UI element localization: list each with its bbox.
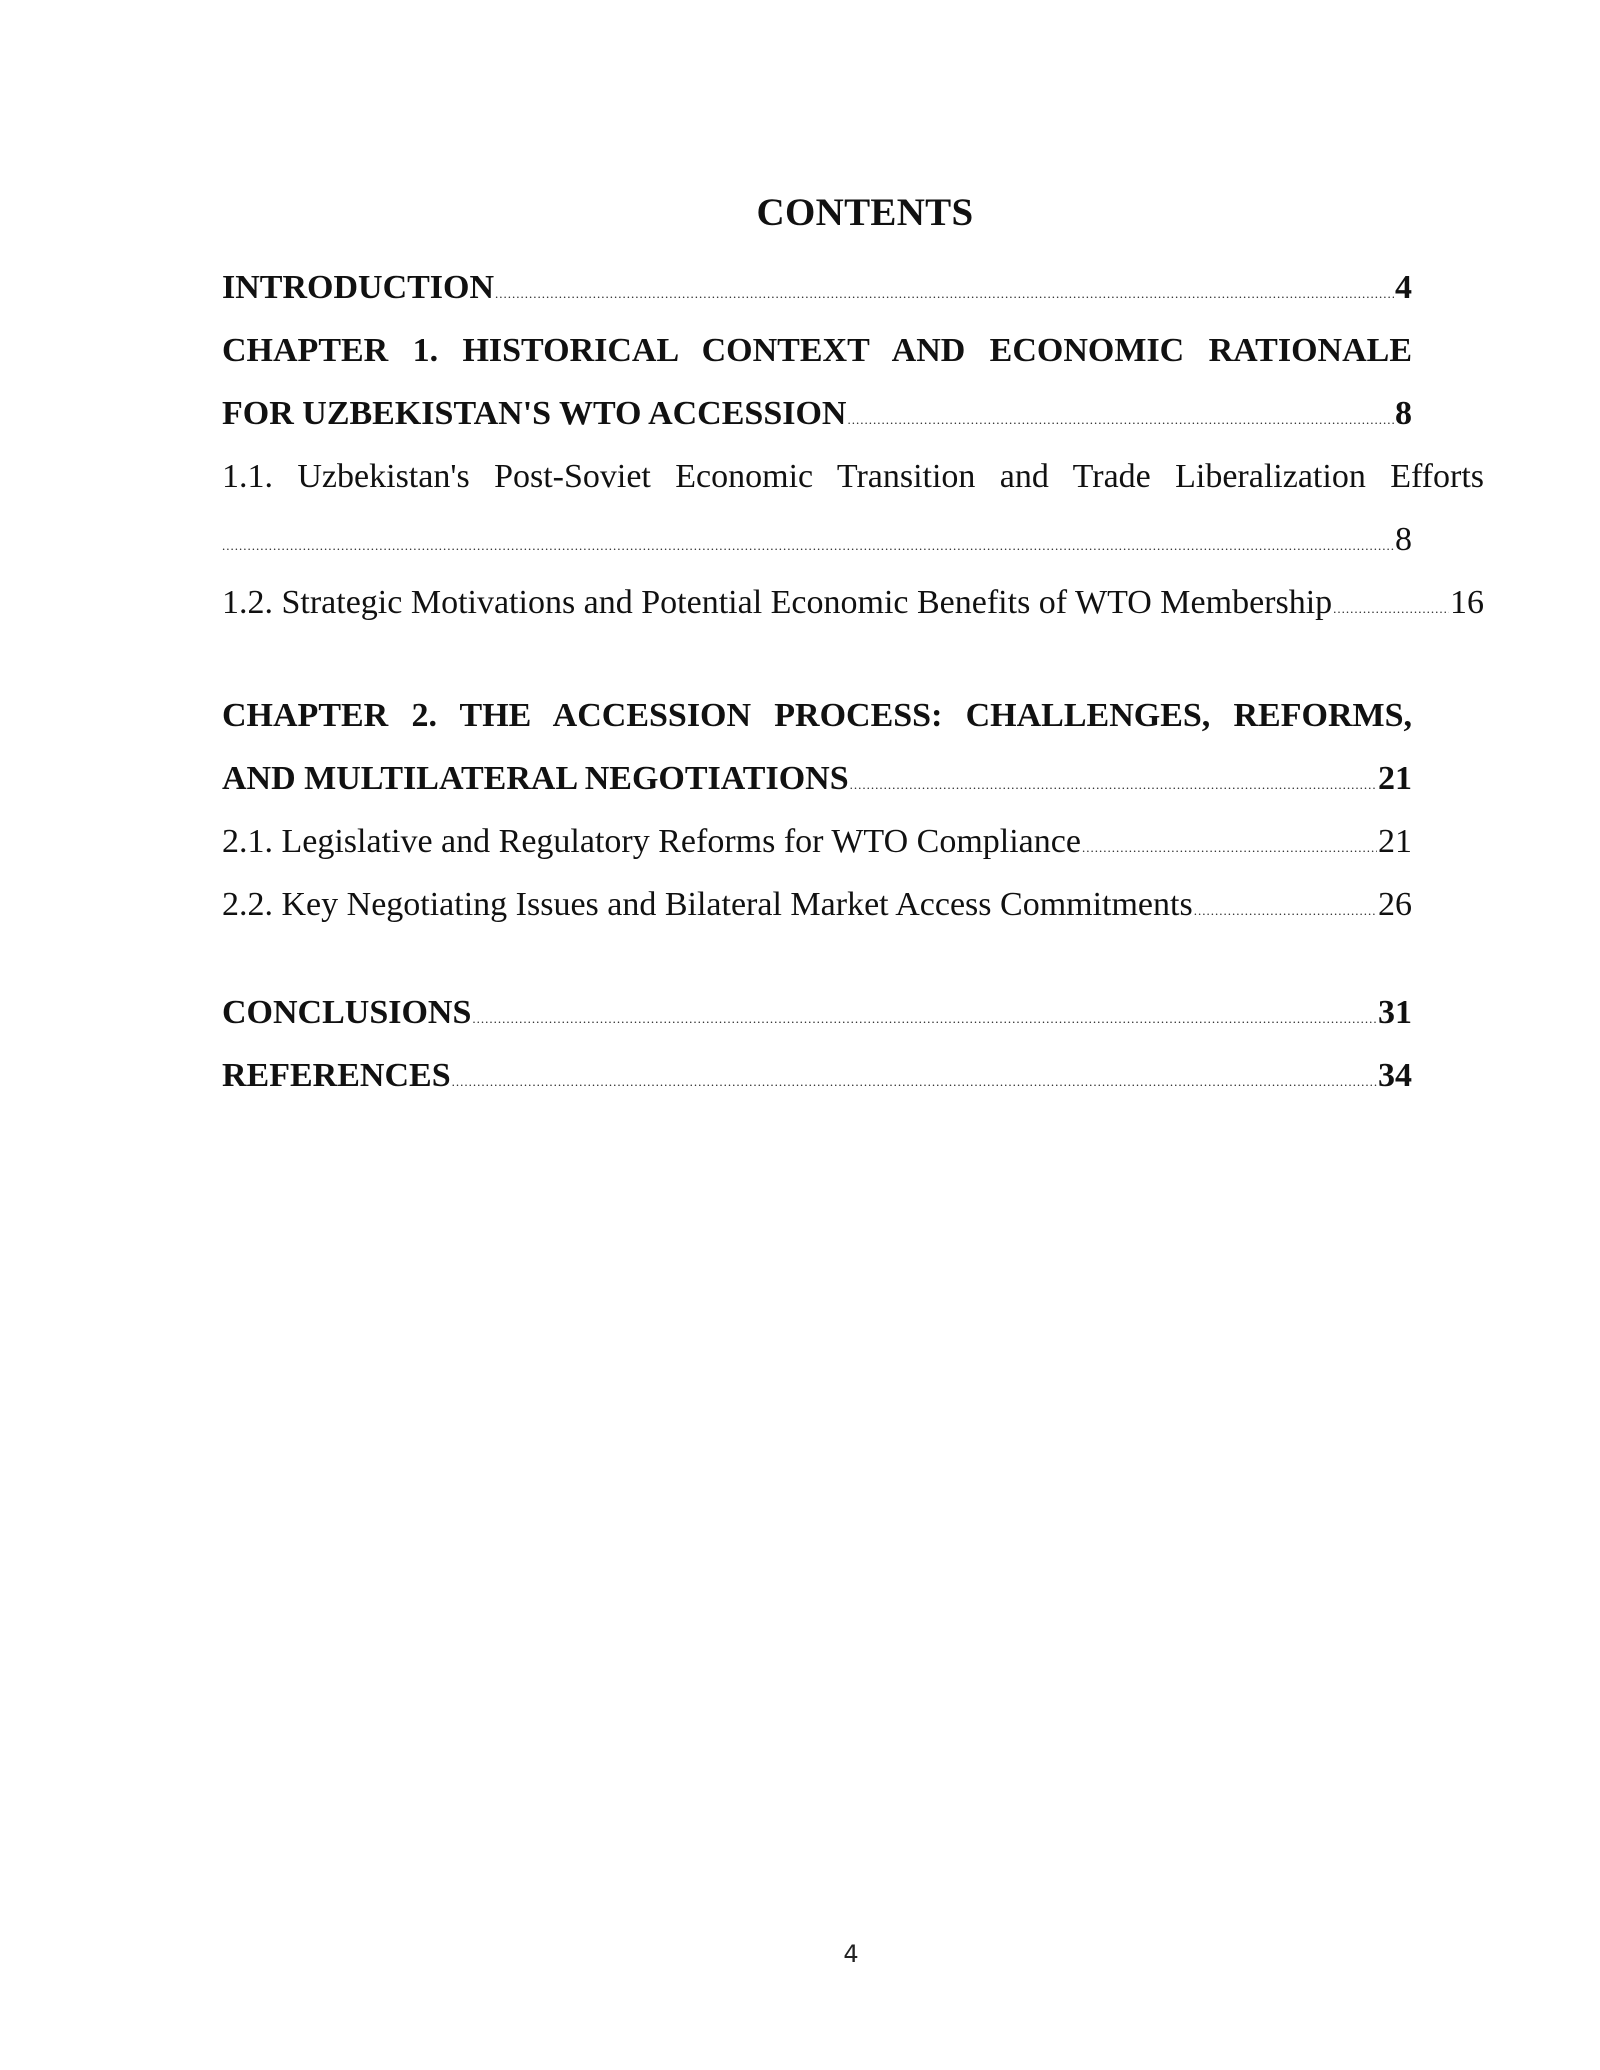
toc-page-number: 4: [1395, 269, 1412, 306]
toc-page-number: 34: [1378, 1057, 1412, 1094]
toc-page-number: 26: [1378, 886, 1412, 923]
toc-entry-references[interactable]: [222, 1044, 1412, 1107]
dot-leader: [1194, 879, 1377, 942]
toc-entry-label: 1.1. Uzbekistan's Post-Soviet Economic Transition and Trade Liberalization Efforts: [222, 458, 1484, 495]
toc-entry-chapter-1-line-1[interactable]: [222, 319, 1412, 382]
toc-page-number: 21: [1378, 760, 1412, 797]
toc-entry-label: AND MULTILATERAL NEGOTIATIONS: [222, 760, 849, 797]
toc-entry-label: FOR UZBEKISTAN'S WTO ACCESSION: [222, 395, 847, 432]
dot-leader: [472, 987, 1377, 1050]
dot-leader: [1082, 816, 1377, 879]
toc-page-number: 8: [1395, 395, 1412, 432]
toc-entry-label: 2.1. Legislative and Regulatory Reforms for WTO Compliance: [222, 823, 1081, 860]
toc-entry-section-1-2[interactable]: [222, 571, 1484, 634]
section-gap: [222, 936, 1412, 981]
dot-leader: [452, 1050, 1377, 1113]
toc-entry-label: 2.2. Key Negotiating Issues and Bilateral Market Access Commitments: [222, 886, 1193, 923]
toc-entry-label: CONCLUSIONS: [222, 994, 472, 1031]
toc-entry-chapter-2-line-2[interactable]: [222, 747, 1412, 810]
toc-entry-label: 1.2. Strategic Motivations and Potential Economic Benefits of WTO Membership: [222, 584, 1333, 621]
toc-entry-conclusions[interactable]: [222, 981, 1412, 1044]
dot-leader: [222, 514, 1394, 577]
toc-entry-introduction[interactable]: [222, 256, 1412, 319]
toc-entry-label: CHAPTER 2. THE ACCESSION PROCESS: CHALLENGES, REFORMS,: [222, 697, 1412, 734]
table-of-contents: [222, 256, 1484, 1107]
toc-entry-section-2-1[interactable]: [222, 810, 1412, 873]
dot-leader: [495, 262, 1394, 325]
toc-entry-chapter-1-line-2[interactable]: [222, 382, 1412, 445]
toc-entry-section-1-1[interactable]: [222, 445, 1484, 508]
toc-entry-label: INTRODUCTION: [222, 269, 495, 306]
toc-page-number: 16: [1450, 584, 1484, 621]
dot-leader: [847, 388, 1394, 451]
toc-entry-chapter-2-line-1[interactable]: [222, 684, 1412, 747]
toc-title: CONTENTS: [756, 191, 974, 234]
toc-entry-label: CHAPTER 1. HISTORICAL CONTEXT AND ECONOMIC RATIONALE: [222, 332, 1412, 369]
toc-entry-label: REFERENCES: [222, 1057, 451, 1094]
toc-page-number: 8: [1395, 521, 1412, 558]
toc-page-number: 31: [1378, 994, 1412, 1031]
dot-leader: [850, 753, 1377, 816]
toc-entry-section-1-1-page[interactable]: [222, 508, 1412, 571]
section-gap: [222, 634, 1412, 684]
dot-leader: [1333, 577, 1449, 640]
page-number: 4: [843, 1940, 859, 1968]
toc-page-number: 21: [1378, 823, 1412, 860]
toc-entry-section-2-2[interactable]: [222, 873, 1412, 936]
